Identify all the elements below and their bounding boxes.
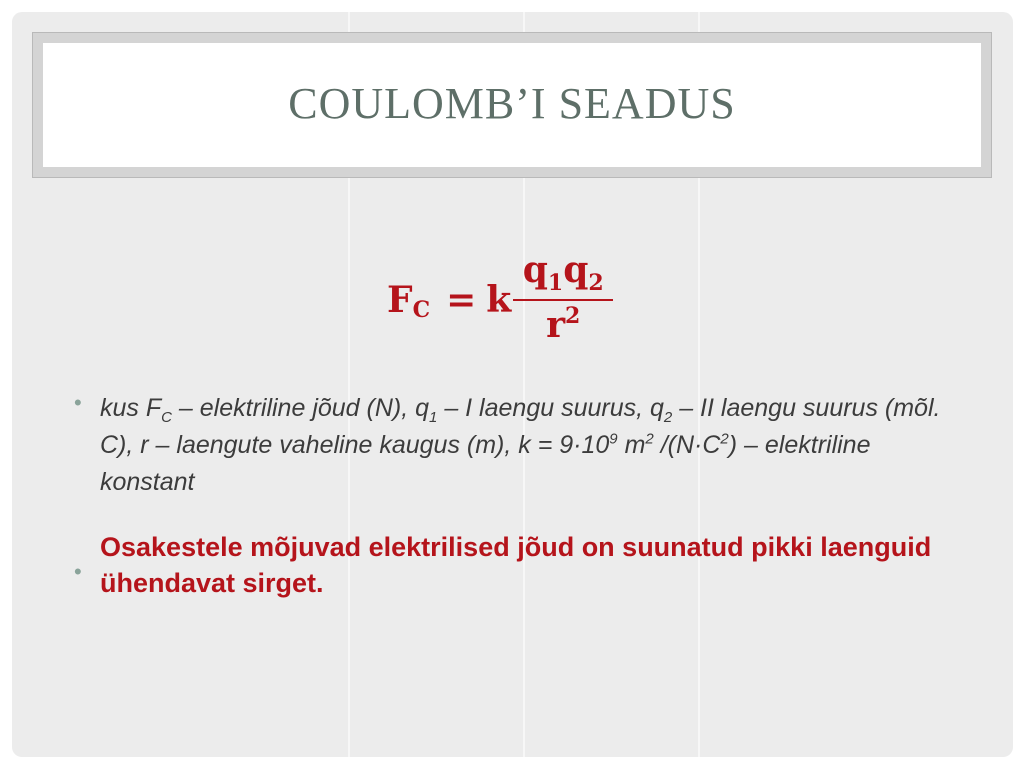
desc-text: kus F (100, 394, 162, 422)
bullet-dot-icon: • (74, 390, 82, 415)
formula-q1: q (522, 249, 548, 291)
formula-numerator (523, 248, 604, 297)
formula-equals: = (446, 279, 477, 321)
bullet-dot-icon: • (74, 559, 82, 584)
desc-text: m (617, 431, 646, 459)
desc-superscript: 2 (645, 430, 654, 448)
formula-r: r (546, 304, 566, 346)
desc-text: – I laengu suurus, q (437, 394, 664, 422)
slide-title: COULOMB’I SEADUS (288, 78, 736, 128)
formula-q2-subscript: 2 (588, 270, 604, 296)
formula-denominator (546, 303, 580, 352)
desc-text: /(N·C (653, 431, 721, 459)
title-panel (43, 43, 981, 167)
desc-superscript: 2 (720, 430, 729, 448)
desc-text: – II laengu suurus (mõl. C), r – laengute vaheline kaugus (m), k = 9·10 (100, 394, 941, 459)
list-item (74, 529, 954, 601)
desc-superscript: 9 (609, 430, 618, 448)
formula-force-subscript: C (412, 297, 431, 323)
formula-description (100, 390, 954, 501)
desc-text: – elektriline jõud (N), q (171, 394, 430, 422)
formula-constant-k: k (486, 279, 512, 321)
formula-q1-subscript: 1 (547, 270, 564, 296)
bullet-list (74, 390, 954, 601)
formula-q2: q (563, 249, 589, 291)
title-frame (32, 32, 992, 178)
highlighted-statement: Osakestele mõjuvad elektrilised jõud on suunatud pikki laenguid ühendavat sirget. (100, 532, 932, 598)
desc-subscript: 1 (429, 409, 438, 426)
desc-subscript: 2 (663, 409, 673, 426)
formula-force-symbol: F (387, 279, 413, 321)
formula-r-exponent: 2 (565, 303, 581, 329)
desc-subscript: C (161, 409, 172, 426)
desc-text: ) – elektriline konstant (100, 431, 871, 496)
list-item (74, 390, 954, 501)
coulomb-formula (387, 240, 613, 360)
formula-fraction (513, 248, 613, 352)
fraction-bar (513, 299, 613, 301)
slide (12, 12, 1013, 757)
